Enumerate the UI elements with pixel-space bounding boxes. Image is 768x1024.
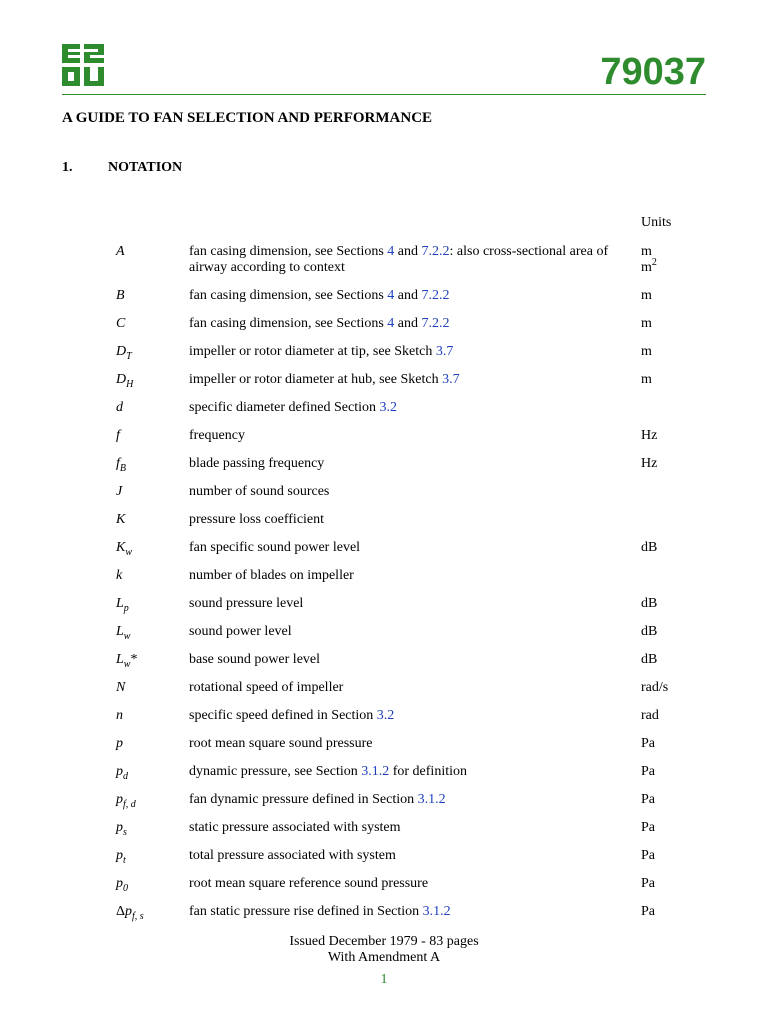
- notation-symbol: $\Delta p_{f, s}$: [116, 904, 144, 922]
- notation-description: base sound power level: [189, 652, 321, 667]
- section-title: NOTATION: [108, 160, 183, 175]
- notation-unit: dB: [641, 624, 658, 639]
- notation-unit: m: [641, 288, 652, 303]
- section-reference-link[interactable]: 4: [387, 244, 395, 259]
- notation-description: fan static pressure rise defined in Section 3.1.2: [189, 904, 451, 919]
- notation-symbol: $L_w*$: [116, 652, 138, 670]
- notation-symbol: $f_B$: [116, 456, 126, 474]
- document-number: 79037: [600, 51, 706, 93]
- notation-symbol: d: [116, 400, 123, 415]
- notation-unit: m: [641, 372, 652, 387]
- notation-unit: Pa: [641, 820, 655, 835]
- notation-unit: m: [641, 344, 652, 359]
- notation-symbol: C: [116, 316, 126, 331]
- notation-unit: Pa: [641, 792, 655, 807]
- notation-description: blade passing frequency: [189, 456, 325, 471]
- notation-description: rotational speed of impeller: [189, 680, 344, 695]
- notation-description: number of sound sources: [189, 484, 330, 499]
- notation-unit: Hz: [641, 428, 658, 443]
- section-reference-link[interactable]: 3.1.2: [422, 904, 451, 919]
- amendment-line: With Amendment A: [327, 950, 441, 965]
- notation-symbol: $D_H$: [116, 372, 134, 390]
- notation-symbol: $D_T$: [116, 344, 132, 362]
- notation-symbol: p: [116, 736, 123, 751]
- section-reference-link[interactable]: 7.2.2: [421, 288, 450, 303]
- notation-description: specific diameter defined Section 3.2: [189, 400, 397, 415]
- notation-description: sound power level: [189, 624, 292, 639]
- notation-unit: dB: [641, 540, 658, 555]
- notation-description: pressure loss coefficient: [189, 512, 325, 527]
- notation-symbol: $p_t$: [116, 848, 126, 866]
- notation-description: root mean square reference sound pressure: [189, 876, 429, 891]
- notation-unit: Pa: [641, 764, 655, 779]
- section-reference-link[interactable]: 3.7: [435, 344, 454, 359]
- notation-unit: Hz: [641, 456, 658, 471]
- section-reference-link[interactable]: 4: [387, 288, 395, 303]
- document-title: A GUIDE TO FAN SELECTION AND PERFORMANCE: [62, 110, 433, 126]
- notation-description: total pressure associated with system: [189, 848, 396, 863]
- notation-symbol: $L_p$: [116, 596, 129, 614]
- notation-description: static pressure associated with system: [189, 820, 401, 835]
- section-reference-link[interactable]: 3.1.2: [417, 792, 446, 807]
- esdu-logo: [62, 44, 104, 86]
- notation-symbol: $p_0$: [116, 876, 128, 894]
- section-reference-link[interactable]: 4: [387, 316, 395, 331]
- notation-symbol: N: [116, 680, 126, 695]
- notation-symbol: $L_w$: [116, 624, 131, 642]
- notation-description: fan dynamic pressure defined in Section 3.1.2: [189, 792, 446, 807]
- notation-description: sound pressure level: [189, 596, 304, 611]
- section-reference-link[interactable]: 3.1.2: [361, 764, 390, 779]
- issue-line: Issued December 1979 - 83 pages: [289, 934, 479, 949]
- section-reference-link[interactable]: 7.2.2: [421, 316, 450, 331]
- notation-symbol: J: [116, 484, 123, 499]
- notation-unit: m: [641, 316, 652, 331]
- notation-symbol: k: [116, 568, 123, 583]
- notation-unit: rad: [641, 708, 659, 723]
- notation-description: specific speed defined in Section 3.2: [189, 708, 395, 723]
- notation-description: fan specific sound power level: [189, 540, 361, 555]
- notation-symbol: $K_w$: [116, 540, 133, 558]
- notation-symbol: n: [116, 708, 123, 723]
- notation-unit: m $m^2$: [641, 244, 657, 275]
- section-reference-link[interactable]: 3.2: [379, 400, 397, 415]
- notation-description: fan casing dimension, see Sections 4 and 7.2.2: [189, 316, 450, 331]
- notation-unit: dB: [641, 652, 658, 667]
- section-reference-link[interactable]: 3.2: [376, 708, 395, 723]
- notation-symbol: $p_s$: [116, 820, 127, 838]
- notation-symbol: $p_{f, d}$: [116, 792, 136, 810]
- notation-description: dynamic pressure, see Section 3.1.2 for definition: [189, 764, 467, 779]
- notation-symbol: K: [116, 512, 126, 527]
- notation-symbol: B: [116, 288, 125, 303]
- notation-description: fan casing dimension, see Sections 4 and 7.2.2: also cross-sectional area of airway according to context: [189, 244, 609, 275]
- notation-description: fan casing dimension, see Sections 4 and 7.2.2: [189, 288, 450, 303]
- notation-symbol: f: [116, 428, 120, 443]
- notation-symbol: A: [116, 244, 125, 259]
- page-number: 1: [380, 972, 388, 987]
- notation-unit: Pa: [641, 876, 655, 891]
- notation-description: frequency: [189, 428, 245, 443]
- notation-symbol: $p_d$: [116, 764, 128, 782]
- section-reference-link[interactable]: 3.7: [442, 372, 460, 387]
- section-reference-link[interactable]: 7.2.2: [421, 244, 450, 259]
- notation-description: root mean square sound pressure: [189, 736, 373, 751]
- notation-unit: rad/s: [641, 680, 669, 695]
- notation-description: number of blades on impeller: [189, 568, 354, 583]
- notation-unit: Pa: [641, 904, 655, 919]
- notation-description: impeller or rotor diameter at tip, see Sketch 3.7: [189, 344, 454, 359]
- section-number: 1.: [62, 160, 73, 175]
- notation-unit: Pa: [641, 736, 655, 751]
- header-rule: [62, 94, 706, 95]
- notation-description: impeller or rotor diameter at hub, see Sketch 3.7: [189, 372, 460, 387]
- notation-unit: Pa: [641, 848, 655, 863]
- units-header: Units: [641, 215, 672, 230]
- notation-unit: dB: [641, 596, 658, 611]
